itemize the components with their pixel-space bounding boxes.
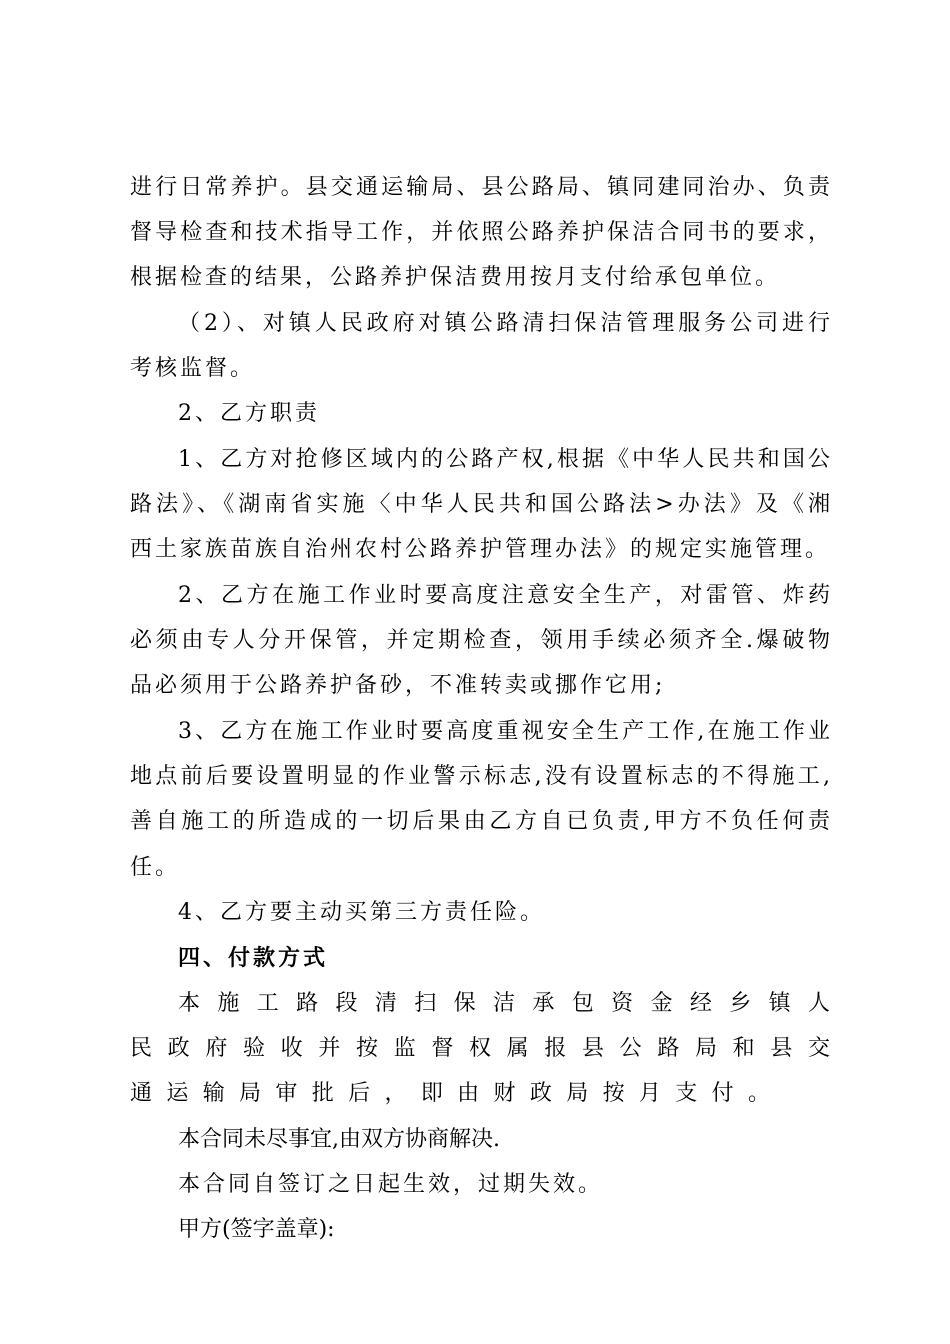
text-line: （2）、对镇人民政府对镇公路清扫保洁管理服务公司进行 (178, 311, 830, 336)
section-heading: 四、付款方式 (178, 945, 329, 971)
text-line: 考核监督。 (130, 356, 256, 381)
text-line: 2、乙方在施工作业时要高度注意安全生产，对雷管、炸药 (178, 583, 830, 608)
text-line: 根据检查的结果，公路养护保洁费用按月支付给承包单位。 (130, 265, 781, 290)
text-line: 地点前后要设置明显的作业警示标志,没有设置标志的不得施工, (130, 764, 830, 789)
text-line: 必须由专人分开保管，并定期检查，领用手续必须齐全.爆破物 (130, 628, 830, 653)
text-line: 本合同自签订之日起生效，过期失效。 (178, 1172, 604, 1197)
text-line: 4、乙方要主动买第三方责任险。 (178, 900, 545, 925)
text-line: 任。 (130, 855, 181, 880)
text-line: 通运输局审批后，即由财政局按月支付。 (130, 1081, 770, 1106)
section-heading: 2、乙方职责 (178, 401, 320, 426)
signature-line: 甲方(签字盖章): (178, 1217, 335, 1242)
text-line: 西土家族苗族自治州农村公路养护管理办法》的规定实施管理。 (130, 537, 831, 562)
text-line: 3、乙方在施工作业时要高度重视安全生产工作,在施工作业 (178, 719, 830, 744)
text-line: 督导检查和技术指导工作，并依照公路养护保洁合同书的要求， (130, 220, 830, 245)
text-line: 1、乙方对抢修区域内的公路产权,根据《中华人民共和国公 (178, 447, 830, 472)
text-line: 进行日常养护。县交通运输局、县公路局、镇同建同治办、负责 (130, 175, 830, 200)
text-line: 品必须用于公路养护备砂，不准转卖或挪作它用; (130, 673, 666, 698)
text-line: 本合同未尽事宜,由双方协商解决. (178, 1127, 500, 1152)
text-line: 路法》、《湖南省实施〈中华人民共和国公路法>办法》及《湘 (130, 492, 830, 517)
text-line: 本施工路段清扫保洁承包资金经乡镇人 (178, 991, 830, 1016)
text-line: 善自施工的所造成的一切后果由乙方自已负责,甲方不负任何责 (130, 809, 830, 834)
text-line: 民政府验收并按监督权属报县公路局和县交 (130, 1036, 830, 1061)
